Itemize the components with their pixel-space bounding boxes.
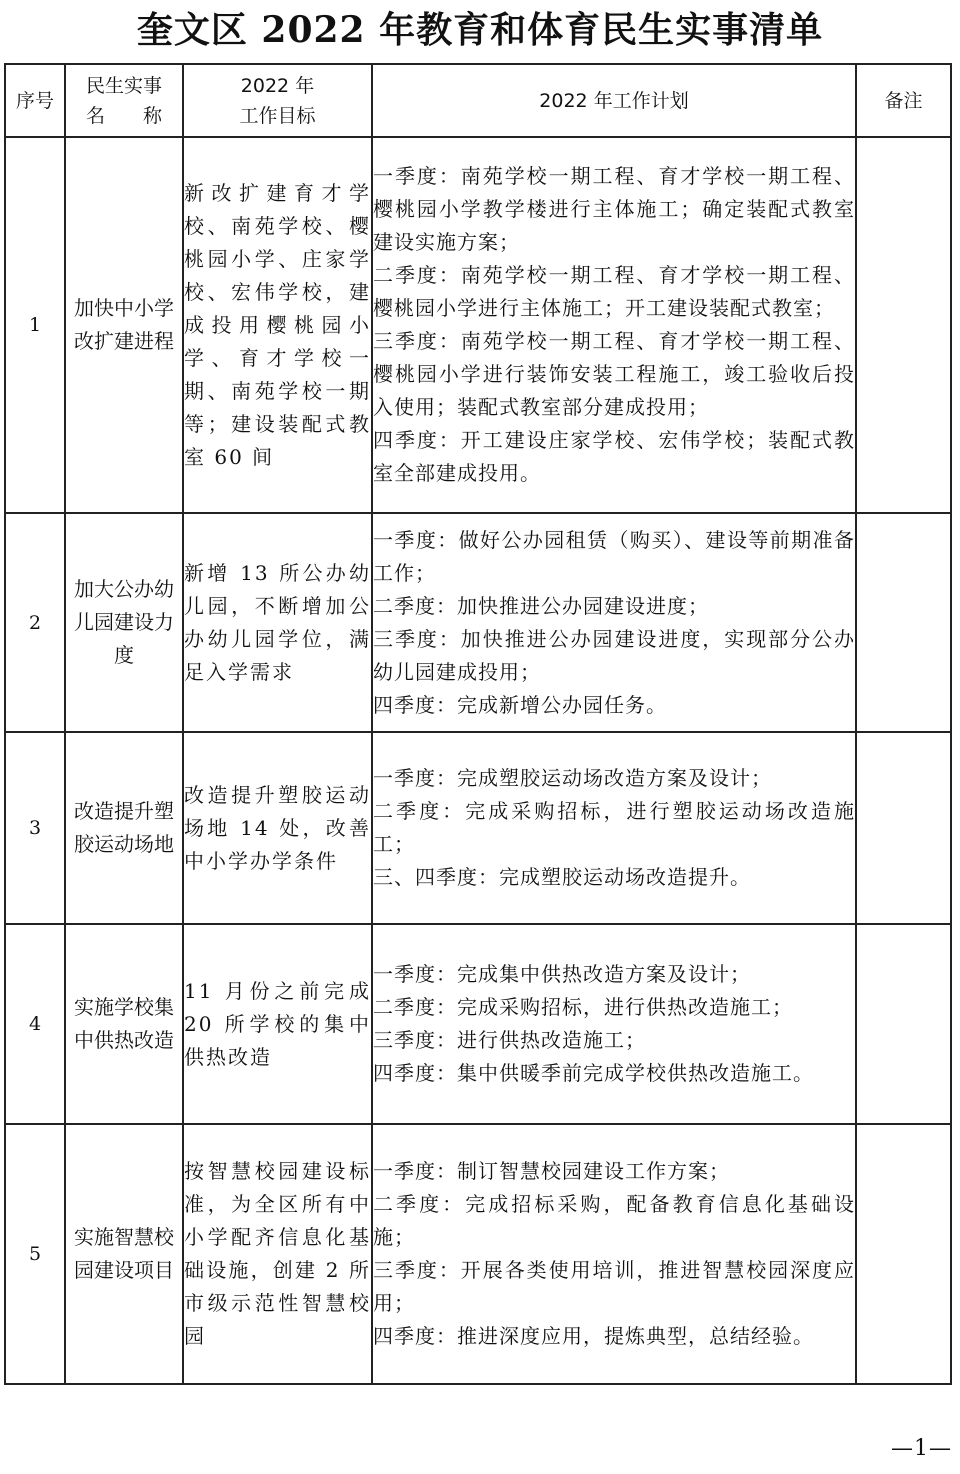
plan-q4: 四季度：集中供暖季前完成学校供热改造施工。 bbox=[373, 1061, 814, 1085]
row-seq: 5 bbox=[5, 1124, 65, 1384]
row-seq: 2 bbox=[5, 513, 65, 732]
row-plan bbox=[372, 137, 856, 513]
row-note bbox=[856, 732, 951, 924]
plan-q1: 一季度：制订智慧校园建设工作方案； bbox=[373, 1159, 730, 1183]
plan-q1: 一季度：做好公办园租赁（购买）、建设等前期准备工作； bbox=[373, 527, 855, 585]
row-target: 按智慧校园建设标准，为全区所有中小学配齐信息化基础设施，创建 2 所市级示范性智慧校园 bbox=[183, 1124, 372, 1384]
row-name: 改造提升塑胶运动场地 bbox=[65, 732, 183, 924]
row-target: 新增 13 所公办幼儿园，不断增加公办幼儿园学位，满足入学需求 bbox=[183, 513, 372, 732]
table-row bbox=[5, 924, 951, 1124]
plan-q3: 三季度：加快推进公办园建设进度，实现部分公办幼儿园建成投用； bbox=[373, 626, 855, 684]
row-name: 加大公办幼儿园建设力度 bbox=[65, 513, 183, 732]
header-target bbox=[183, 64, 372, 137]
plan-q1: 一季度：完成塑胶运动场改造方案及设计； bbox=[373, 766, 772, 790]
row-target: 11 月份之前完成 20 所学校的集中供热改造 bbox=[183, 924, 372, 1124]
header-name-line1: 民生实事 bbox=[85, 74, 162, 97]
plan-q4: 四季度：开工建设庄家学校、宏伟学校；装配式教室全部建成投用。 bbox=[373, 428, 855, 485]
row-seq: 1 bbox=[5, 137, 65, 513]
table-row bbox=[5, 732, 951, 924]
plan-q2: 二季度：加快推进公办园建设进度； bbox=[373, 593, 709, 618]
row-note bbox=[856, 1124, 951, 1384]
plan-q1: 一季度：完成集中供热改造方案及设计； bbox=[373, 962, 751, 986]
header-name-line2: 名 称 bbox=[85, 104, 162, 127]
plan-q3: 三季度：进行供热改造施工； bbox=[373, 1028, 646, 1052]
row-note bbox=[856, 137, 951, 513]
row-name: 实施学校集中供热改造 bbox=[65, 924, 183, 1124]
row-plan bbox=[372, 513, 856, 732]
header-plan: 2022 年工作计划 bbox=[372, 64, 856, 137]
row-plan bbox=[372, 732, 856, 924]
row-target: 改造提升塑胶运动场地 14 处，改善中小学办学条件 bbox=[183, 732, 372, 924]
plan-q4: 四季度：完成新增公办园任务。 bbox=[373, 692, 667, 717]
row-name: 加快中小学改扩建进程 bbox=[65, 137, 183, 513]
row-note bbox=[856, 924, 951, 1124]
header-name bbox=[65, 64, 183, 137]
header-target-line2: 工作目标 bbox=[239, 104, 316, 127]
plan-q2: 二季度：南苑学校一期工程、育才学校一期工程、樱桃园小学进行主体施工；开工建设装配式教室； bbox=[373, 263, 855, 320]
plan-q3: 三季度：开展各类使用培训，推进智慧校园深度应用； bbox=[373, 1258, 855, 1315]
plan-q4: 四季度：推进深度应用，提炼典型，总结经验。 bbox=[373, 1324, 814, 1348]
plan-q2: 二季度：完成采购招标，进行塑胶运动场改造施工； bbox=[373, 799, 855, 856]
table-row bbox=[5, 513, 951, 732]
header-row bbox=[5, 64, 951, 137]
plan-q3: 三季度：南苑学校一期工程、育才学校一期工程、樱桃园小学进行装饰安装工程施工，竣工验收后投入使用；装配式教室部分建成投用； bbox=[373, 329, 855, 419]
plan-q2: 二季度：完成招标采购，配备教育信息化基础设施； bbox=[373, 1192, 855, 1249]
row-plan bbox=[372, 1124, 856, 1384]
livelihood-projects-table bbox=[4, 63, 952, 1385]
plan-q3: 三、四季度：完成塑胶运动场改造提升。 bbox=[373, 865, 751, 889]
row-seq: 3 bbox=[5, 732, 65, 924]
header-target-line1: 2022 年 bbox=[240, 74, 315, 97]
row-note bbox=[856, 513, 951, 732]
row-seq: 4 bbox=[5, 924, 65, 1124]
document-title: 奎文区 2022 年教育和体育民生实事清单 bbox=[136, 9, 824, 51]
row-target: 新改扩建育才学校、南苑学校、樱桃园小学、庄家学校、宏伟学校，建成投用樱桃园小学、育才学校一期、南苑学校一期等；建设装配式教室 60 间 bbox=[183, 137, 372, 513]
row-plan bbox=[372, 924, 856, 1124]
plan-q1: 一季度：南苑学校一期工程、育才学校一期工程、樱桃园小学教学楼进行主体施工；确定装配式教室建设实施方案； bbox=[373, 164, 855, 254]
header-seq: 序号 bbox=[5, 64, 65, 137]
table-row bbox=[5, 1124, 951, 1384]
table-row bbox=[5, 137, 951, 513]
row-name: 实施智慧校园建设项目 bbox=[65, 1124, 183, 1384]
header-note: 备注 bbox=[856, 64, 951, 137]
page-number: —1— bbox=[891, 1436, 952, 1461]
plan-q2: 二季度：完成采购招标，进行供热改造施工； bbox=[373, 995, 793, 1019]
